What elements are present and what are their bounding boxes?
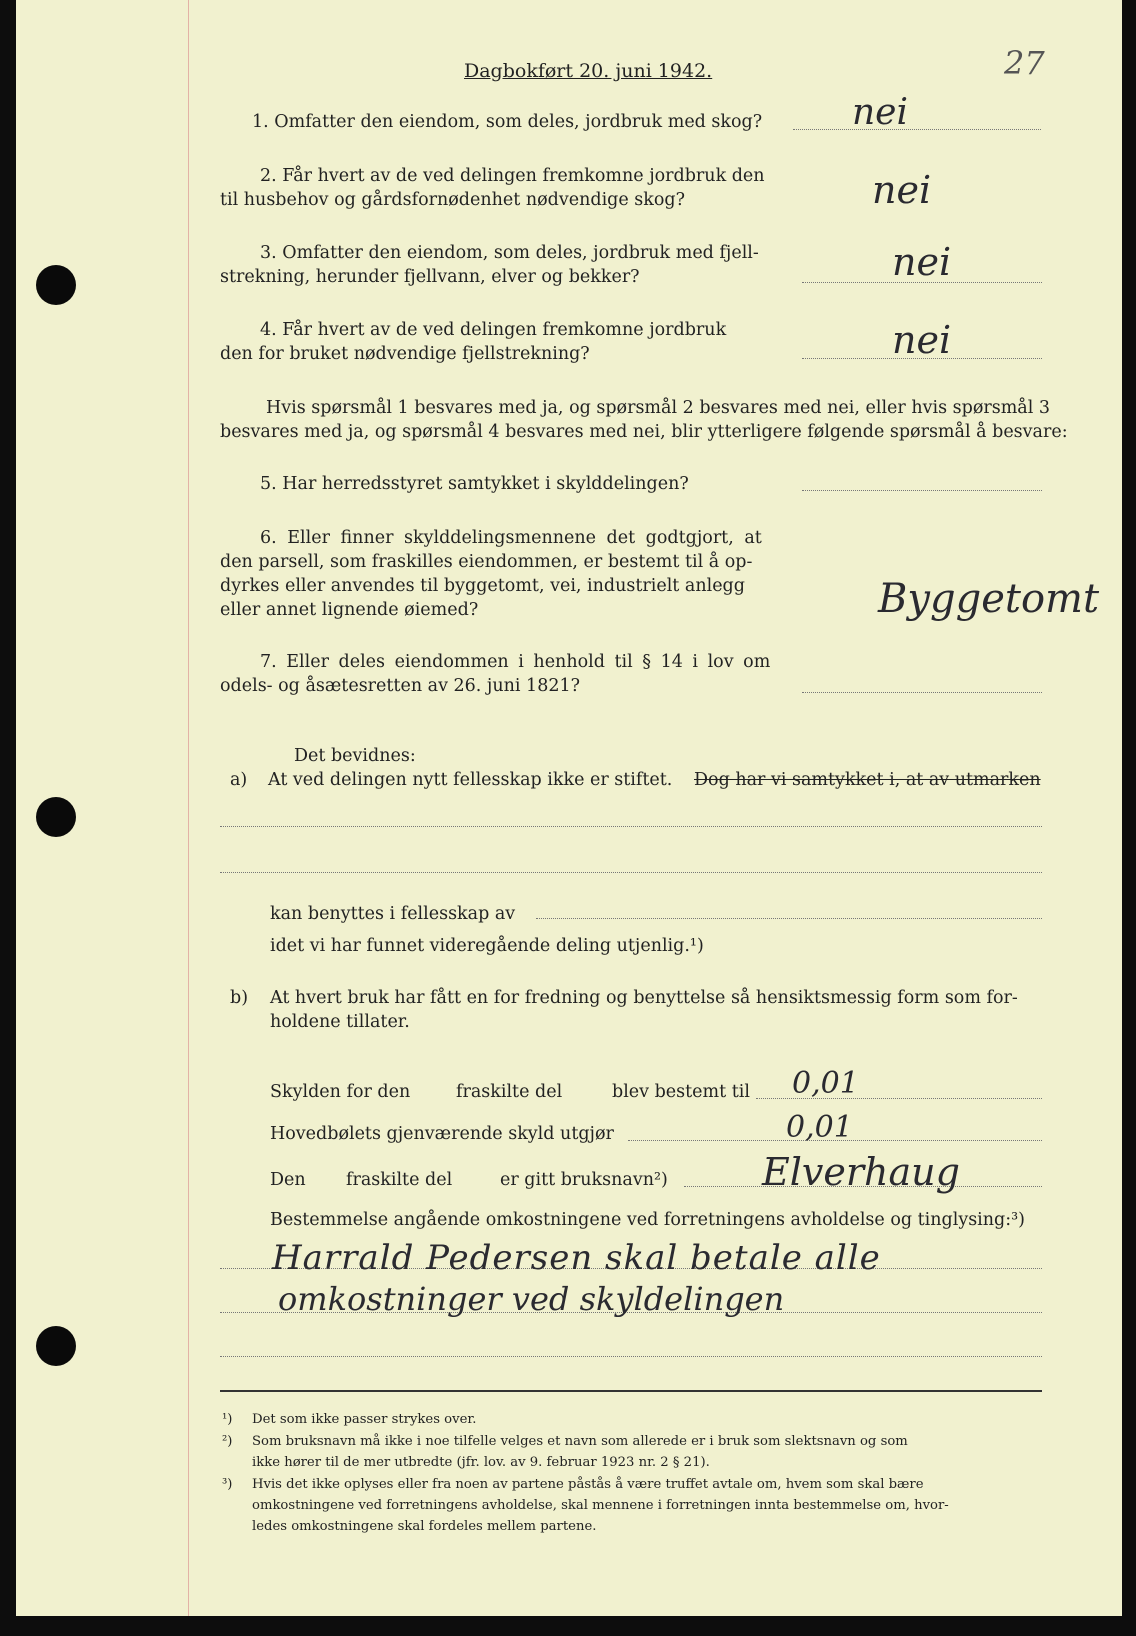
item-b-line-2: holdene tillater. <box>270 1012 410 1032</box>
footnote-2-line-1: Som bruksnavn må ikke i noe tilfelle velges et navn som allerede er i bruk som slektsnavn og som <box>252 1434 908 1449</box>
question-5-text: 5. Har herredsstyret samtykket i skylddelingen? <box>260 474 689 494</box>
cost-handwritten-line-1: Harrald Pedersen skal betale alle <box>272 1238 881 1278</box>
footnote-2-mark: ²) <box>222 1434 233 1449</box>
skyld-label-b: fraskilte del <box>456 1082 563 1102</box>
skyld-label-c: blev bestemt til <box>612 1082 750 1102</box>
conditional-line-2: besvares med ja, og spørsmål 4 besvares med nei, blir ytterligere følgende spørsmål å besvare: <box>220 422 1068 442</box>
document-page <box>16 0 1122 1616</box>
question-2-line-1: 2. Får hvert av de ved delingen fremkomne jordbruk den <box>260 166 765 186</box>
question-6-line-1: 6. Eller finner skylddelingsmennene det godtgjort, at <box>260 528 762 548</box>
blank-line <box>536 918 1042 919</box>
navn-label-a: Den <box>270 1170 306 1190</box>
item-b-line-1: At hvert bruk har fått en for fredning og benyttelse så hensiktsmessig form som for- <box>270 988 1018 1008</box>
margin-rule <box>188 0 189 1616</box>
punch-hole-middle <box>36 797 76 837</box>
footnote-3-mark: ³) <box>222 1477 233 1492</box>
footnote-1-mark: ¹) <box>222 1412 233 1427</box>
item-b-label: b) <box>230 988 249 1008</box>
question-6-line-3: dyrkes eller anvendes til byggetomt, vei, industrielt anlegg <box>220 576 745 596</box>
footnote-rule <box>220 1390 1042 1392</box>
blank-line <box>220 1356 1042 1357</box>
answer-line <box>802 692 1042 693</box>
hoved-value-handwritten: 0,01 <box>786 1110 853 1145</box>
page-number: 27 <box>1004 44 1045 82</box>
item-a-label: a) <box>230 770 248 790</box>
footnote-2-line-2: ikke hører til de mer utbredte (jfr. lov. av 9. februar 1923 nr. 2 § 21). <box>252 1455 710 1470</box>
footnote-3-line-1: Hvis det ikke oplyses eller fra noen av partene påstås å være truffet avtale om, hvem som skal bære <box>252 1477 924 1492</box>
answer-line <box>793 129 1041 130</box>
hoved-label: Hovedbølets gjenværende skyld utgjør <box>270 1124 614 1144</box>
skyld-value-handwritten: 0,01 <box>792 1066 859 1101</box>
navn-label-b: fraskilte del <box>346 1170 453 1190</box>
punch-hole-bottom <box>36 1326 76 1366</box>
question-7-line-1: 7. Eller deles eiendommen i henhold til § 14 i lov om <box>260 652 771 672</box>
answer-2-handwritten: nei <box>872 168 932 212</box>
question-4-line-1: 4. Får hvert av de ved delingen fremkomne jordbruk <box>260 320 727 340</box>
question-6-line-4: eller annet lignende øiemed? <box>220 600 479 620</box>
blank-line <box>220 872 1042 873</box>
footnote-3-line-3: ledes omkostningene skal fordeles mellem partene. <box>252 1519 597 1534</box>
punch-hole-top <box>36 265 76 305</box>
conditional-line-1: Hvis spørsmål 1 besvares med ja, og spørsmål 2 besvares med nei, eller hvis spørsmål 3 <box>266 398 1051 418</box>
blank-line <box>220 826 1042 827</box>
footnote-3-line-2: omkostningene ved forretningens avholdelse, skal mennene i forretningen innta bestemmelse om, hvor- <box>252 1498 949 1513</box>
question-6-line-2: den parsell, som fraskilles eiendommen, er bestemt til å op- <box>220 552 753 572</box>
question-2-line-2: til husbehov og gårdsfornødenhet nødvendige skog? <box>220 190 685 210</box>
question-1-text: 1. Omfatter den eiendom, som deles, jordbruk med skog? <box>252 112 763 132</box>
question-4-line-2: den for bruket nødvendige fjellstrekning? <box>220 344 590 364</box>
cost-label: Bestemmelse angående omkostningene ved forretningens avholdelse og tinglysing:³) <box>270 1210 1025 1230</box>
question-3-line-1: 3. Omfatter den eiendom, som deles, jordbruk med fjell- <box>260 243 759 263</box>
answer-4-handwritten: nei <box>892 318 952 362</box>
date-stamp: Dagbokført 20. juni 1942. <box>464 60 713 82</box>
item-a-common-use: kan benyttes i fellesskap av <box>270 904 516 924</box>
footnote-1-text: Det som ikke passer strykes over. <box>252 1412 477 1427</box>
answer-1-handwritten: nei <box>852 92 909 133</box>
navn-label-c: er gitt bruksnavn²) <box>500 1170 668 1190</box>
cost-handwritten-line-2: omkostninger ved skyldelingen <box>278 1280 785 1318</box>
certification-heading: Det bevidnes: <box>294 746 416 766</box>
answer-3-handwritten: nei <box>892 240 952 284</box>
bruksnavn-handwritten: Elverhaug <box>762 1150 960 1194</box>
item-a-text: At ved delingen nytt fellesskap ikke er stiftet. <box>268 770 673 790</box>
answer-line <box>802 490 1042 491</box>
item-a-struck-text: Dog har vi samtykket i, at av utmarken <box>694 770 1041 790</box>
question-3-line-2: strekning, herunder fjellvann, elver og bekker? <box>220 267 640 287</box>
answer-6-handwritten: Byggetomt <box>878 576 1100 622</box>
item-a-subdivision: idet vi har funnet videregående deling utjenlig.¹) <box>270 936 704 956</box>
question-7-line-2: odels- og åsætesretten av 26. juni 1821? <box>220 676 580 696</box>
skyld-label-a: Skylden for den <box>270 1082 411 1102</box>
